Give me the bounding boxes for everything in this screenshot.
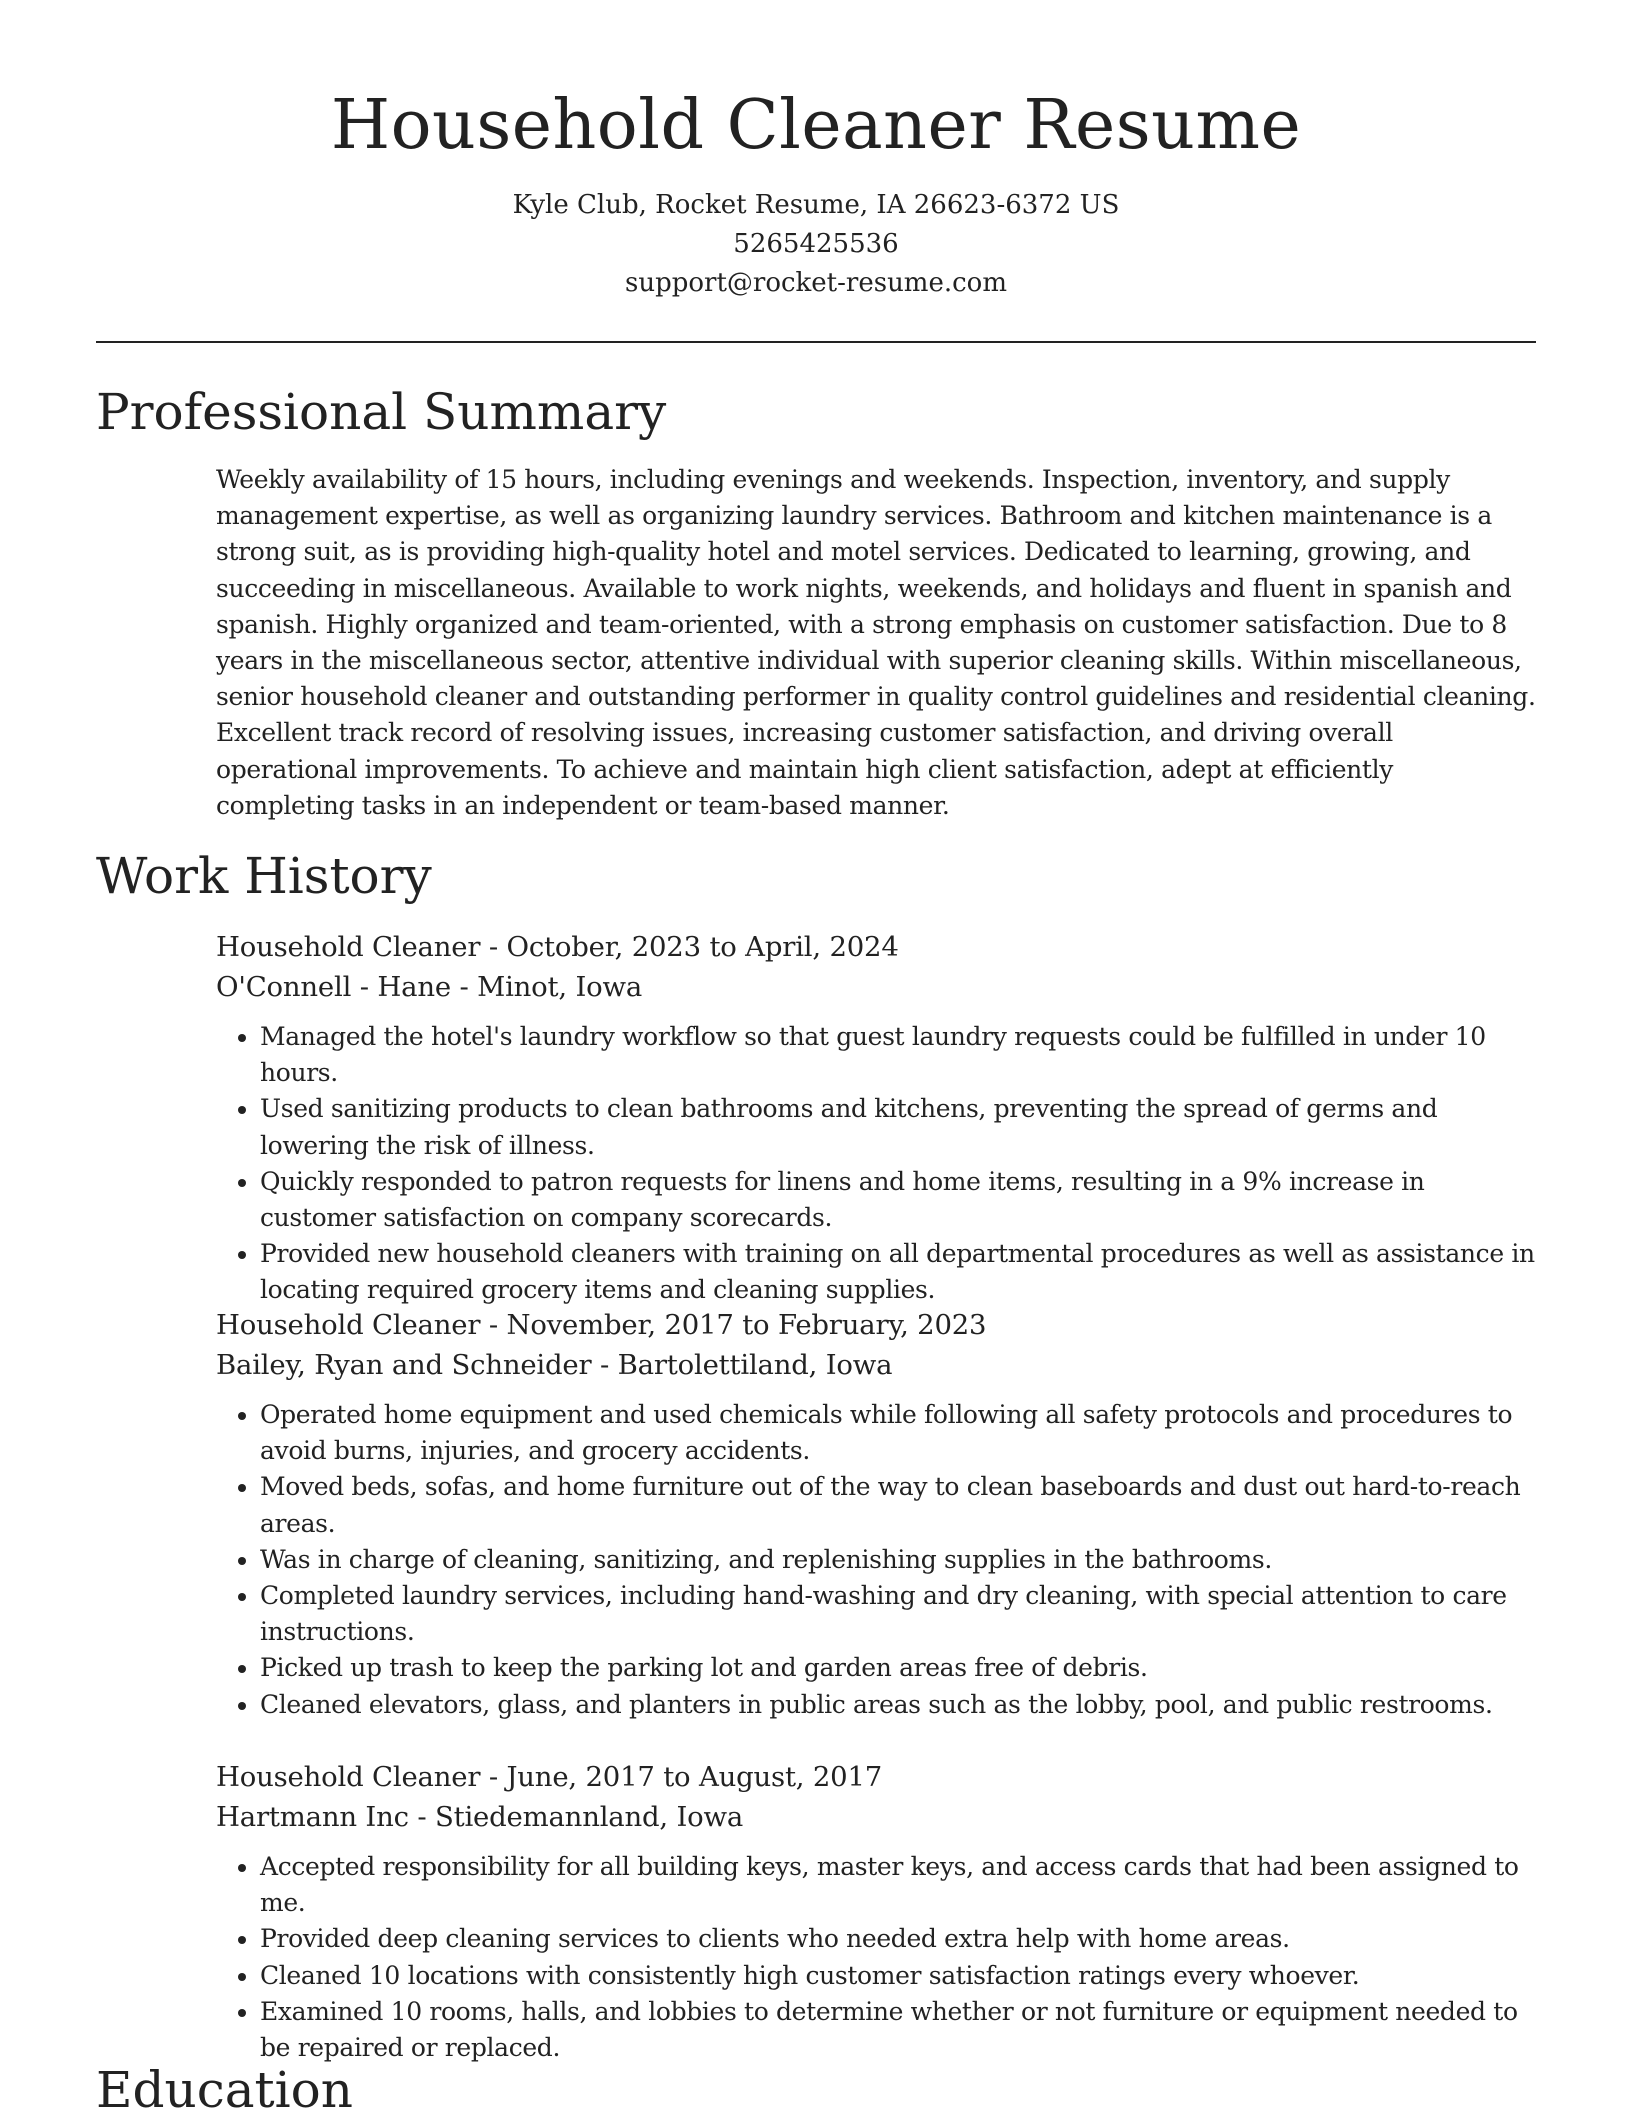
job-bullet: • Operated home equipment and used chemicals while following all safety protocols and procedures to avoid burns, injuries, and grocery accidents. (260, 1397, 1536, 1469)
job-title: Household Cleaner (216, 931, 481, 963)
job-title-line (216, 1757, 1536, 1797)
job-bullet: • Was in charge of cleaning, sanitizing, and replenishing supplies in the bathrooms. (260, 1542, 1536, 1578)
summary-heading: Professional Summary (96, 383, 667, 441)
resume-header (0, 86, 1632, 303)
job-company: Hartmann Inc (216, 1801, 409, 1833)
job-bullet: • Provided new household cleaners with training on all departmental procedures as well as assistance in locating required grocery items and cleaning supplies. (260, 1236, 1536, 1308)
job-dates: - June, 2017 to August, 2017 (480, 1761, 883, 1793)
job-title-line (216, 927, 1536, 967)
job-location: - Minot, Iowa (450, 971, 643, 1003)
job-bullet: • Examined 10 rooms, halls, and lobbies to determine whether or not furniture or equipment needed to be repaired or replaced. (260, 1994, 1536, 2066)
job-company: Bailey, Ryan and Schneider (216, 1349, 592, 1381)
job-bullet: • Managed the hotel's laundry workflow so that guest laundry requests could be fulfilled in under 10 hours. (260, 1019, 1536, 1091)
job-company: O'Connell - Hane (216, 971, 451, 1003)
job-location: - Bartolettiland, Iowa (591, 1349, 893, 1381)
job-bullet: • Cleaned elevators, glass, and planters in public areas such as the lobby, pool, and public restrooms. (260, 1687, 1536, 1723)
contact-block (0, 186, 1632, 303)
header-divider (96, 341, 1536, 343)
job-entry (216, 1757, 1536, 2066)
work-history-heading: Work History (96, 847, 432, 905)
job-bullet-list (216, 1397, 1536, 1723)
job-bullet: • Completed laundry services, including hand-washing and dry cleaning, with special attention to care instructions. (260, 1578, 1536, 1650)
job-bullet: • Picked up trash to keep the parking lot and garden areas free of debris. (260, 1650, 1536, 1686)
job-bullet: • Used sanitizing products to clean bathrooms and kitchens, preventing the spread of germs and lowering the risk of illness. (260, 1091, 1536, 1163)
job-title: Household Cleaner (216, 1761, 481, 1793)
job-bullet-list (216, 1849, 1536, 2066)
education-heading: Education (96, 2061, 353, 2119)
contact-address: Kyle Club, Rocket Resume, IA 26623-6372 US (512, 190, 1120, 220)
job-dates: - November, 2017 to February, 2023 (480, 1309, 987, 1341)
job-bullet: • Accepted responsibility for all building keys, master keys, and access cards that had been assigned to me. (260, 1849, 1536, 1921)
resume-title: Household Cleaner Resume (330, 86, 1302, 165)
job-entry (216, 1305, 1536, 1723)
job-title: Household Cleaner (216, 1309, 481, 1341)
job-company-line (216, 967, 1536, 1007)
job-entry (216, 927, 1536, 1309)
job-bullet: • Moved beds, sofas, and home furniture out of the way to clean baseboards and dust out hard-to-reach areas. (260, 1469, 1536, 1541)
job-bullet: • Cleaned 10 locations with consistently high customer satisfaction ratings every whoever. (260, 1958, 1536, 1994)
summary-text: Weekly availability of 15 hours, including evenings and weekends. Inspection, inventory, and supply management expertise, as well as organizing laundry services. Bathroom and kitchen maintenance is a strong suit, as is providing high-quality hotel and motel services. Dedicated to learning, growing, and succeeding in miscellaneous. Available to work nights, weekends, and holidays and fluent in spanish and spanish. Highly organized and team-oriented, with a strong emphasis on customer satisfaction. Due to 8 years in the miscellaneous sector, attentive individual with superior cleaning skills. Within miscellaneous, senior household cleaner and outstanding performer in quality control guidelines and residential cleaning. Excellent track record of resolving issues, increasing customer satisfaction, and driving overall operational improvements. To achieve and maintain high client satisfaction, adept at efficiently completing tasks in an independent or team-based manner. (216, 465, 1536, 820)
job-location: - Stiedemannland, Iowa (408, 1801, 744, 1833)
contact-email: support@rocket-resume.com (624, 268, 1007, 298)
contact-phone: 5265425536 (733, 229, 899, 259)
job-bullet: • Provided deep cleaning services to clients who needed extra help with home areas. (260, 1921, 1536, 1957)
job-dates: - October, 2023 to April, 2024 (480, 931, 899, 963)
job-company-line (216, 1797, 1536, 1837)
job-company-line (216, 1345, 1536, 1385)
job-bullet-list (216, 1019, 1536, 1309)
job-title-line (216, 1305, 1536, 1345)
job-bullet: • Quickly responded to patron requests for linens and home items, resulting in a 9% increase in customer satisfaction on company scorecards. (260, 1164, 1536, 1236)
